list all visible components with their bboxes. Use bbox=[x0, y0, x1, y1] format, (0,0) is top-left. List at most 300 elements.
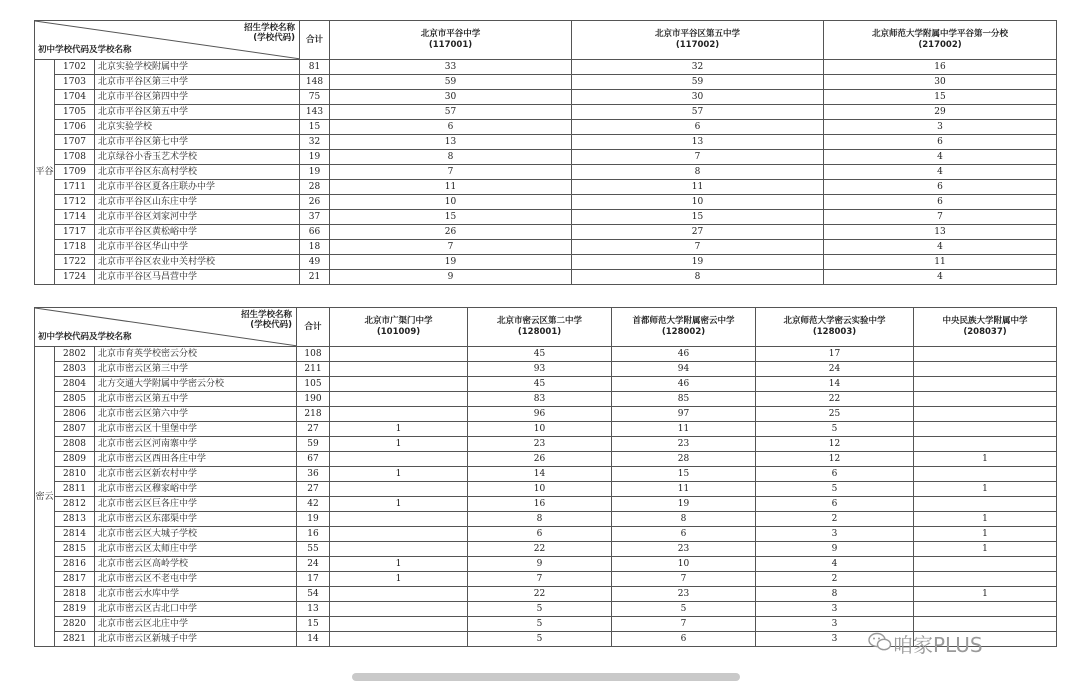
school-code: 2821 bbox=[55, 632, 95, 647]
corner-bottom-label: 初中学校代码及学校名称 bbox=[38, 332, 132, 342]
quota-value: 8 bbox=[572, 270, 824, 285]
quota-value: 22 bbox=[756, 392, 914, 407]
quota-value: 7 bbox=[612, 572, 756, 587]
school-header: 北京市平谷中学 (117001) bbox=[330, 21, 572, 60]
quota-value: 26 bbox=[330, 225, 572, 240]
school-code: 2812 bbox=[55, 497, 95, 512]
quota-value: 2 bbox=[756, 572, 914, 587]
school-code: 2817 bbox=[55, 572, 95, 587]
admission-table-miyun bbox=[34, 307, 1057, 647]
quota-value: 29 bbox=[824, 105, 1057, 120]
quota-value bbox=[914, 437, 1057, 452]
quota-value bbox=[914, 407, 1057, 422]
quota-value: 5 bbox=[756, 482, 914, 497]
school-code: 2810 bbox=[55, 467, 95, 482]
quota-value: 9 bbox=[330, 270, 572, 285]
quota-value: 5 bbox=[468, 602, 612, 617]
quota-value: 8 bbox=[468, 512, 612, 527]
quota-value: 15 bbox=[330, 210, 572, 225]
school-name: 北京市密云区大城子学校 bbox=[95, 527, 297, 542]
school-header: 中央民族大学附属中学 (208037) bbox=[914, 308, 1057, 347]
total-value: 32 bbox=[300, 135, 330, 150]
quota-value: 6 bbox=[824, 135, 1057, 150]
school-name: 北京绿谷小香玉艺术学校 bbox=[95, 150, 300, 165]
total-value: 18 bbox=[300, 240, 330, 255]
table-row bbox=[35, 587, 1057, 602]
quota-value: 10 bbox=[612, 557, 756, 572]
quota-value: 57 bbox=[572, 105, 824, 120]
quota-value: 6 bbox=[756, 467, 914, 482]
quota-value: 45 bbox=[468, 377, 612, 392]
quota-value bbox=[914, 422, 1057, 437]
school-name: 北京市密云区新城子中学 bbox=[95, 632, 297, 647]
total-value: 19 bbox=[297, 512, 330, 527]
total-value: 81 bbox=[300, 60, 330, 75]
school-name: 北方交通大学附属中学密云分校 bbox=[95, 377, 297, 392]
quota-value: 23 bbox=[468, 437, 612, 452]
quota-value: 4 bbox=[824, 165, 1057, 180]
school-code: 2803 bbox=[55, 362, 95, 377]
quota-value bbox=[330, 407, 468, 422]
quota-value: 14 bbox=[468, 467, 612, 482]
table-row bbox=[35, 270, 1057, 285]
quota-value: 33 bbox=[330, 60, 572, 75]
quota-value: 13 bbox=[824, 225, 1057, 240]
quota-value bbox=[914, 557, 1057, 572]
school-code: 1712 bbox=[55, 195, 95, 210]
table-row bbox=[35, 195, 1057, 210]
region-label: 平谷 bbox=[35, 60, 55, 285]
school-name: 北京实验学校附属中学 bbox=[95, 60, 300, 75]
quota-value: 93 bbox=[468, 362, 612, 377]
quota-value bbox=[330, 527, 468, 542]
school-code: 1703 bbox=[55, 75, 95, 90]
corner-top-label: 招生学校名称 bbox=[244, 23, 296, 33]
table-body bbox=[35, 347, 1057, 647]
quota-value: 32 bbox=[572, 60, 824, 75]
total-value: 218 bbox=[297, 407, 330, 422]
corner-bottom-label: 初中学校代码及学校名称 bbox=[38, 45, 132, 55]
quota-value: 85 bbox=[612, 392, 756, 407]
quota-value: 1 bbox=[330, 437, 468, 452]
total-value: 27 bbox=[297, 482, 330, 497]
quota-value: 22 bbox=[468, 542, 612, 557]
total-value: 190 bbox=[297, 392, 330, 407]
quota-value: 1 bbox=[914, 452, 1057, 467]
total-value: 16 bbox=[297, 527, 330, 542]
quota-value bbox=[330, 347, 468, 362]
corner-top-code-label: (学校代码) bbox=[250, 320, 293, 330]
school-code: 2813 bbox=[55, 512, 95, 527]
school-code: 2819 bbox=[55, 602, 95, 617]
quota-value: 3 bbox=[824, 120, 1057, 135]
quota-value: 11 bbox=[612, 482, 756, 497]
horizontal-scrollbar[interactable] bbox=[352, 673, 740, 681]
quota-value: 1 bbox=[914, 527, 1057, 542]
school-name: 北京市平谷区刘家河中学 bbox=[95, 210, 300, 225]
table-row bbox=[35, 527, 1057, 542]
school-name: 北京市密云区不老屯中学 bbox=[95, 572, 297, 587]
school-header: 北京市广渠门中学 (101009) bbox=[330, 308, 468, 347]
corner-header bbox=[35, 21, 300, 60]
school-name: 北京市密云区第六中学 bbox=[95, 407, 297, 422]
table-row bbox=[35, 482, 1057, 497]
school-header: 北京师范大学密云实验中学 (128003) bbox=[756, 308, 914, 347]
total-value: 49 bbox=[300, 255, 330, 270]
school-name: 北京市平谷区山东庄中学 bbox=[95, 195, 300, 210]
table-row bbox=[35, 210, 1057, 225]
table-row bbox=[35, 165, 1057, 180]
table-row bbox=[35, 467, 1057, 482]
quota-value: 15 bbox=[612, 467, 756, 482]
school-name: 北京市密云区古北口中学 bbox=[95, 602, 297, 617]
school-code: 2809 bbox=[55, 452, 95, 467]
table-row bbox=[35, 542, 1057, 557]
quota-value: 1 bbox=[914, 587, 1057, 602]
quota-value: 25 bbox=[756, 407, 914, 422]
quota-value: 10 bbox=[572, 195, 824, 210]
quota-value: 1 bbox=[330, 557, 468, 572]
quota-value: 59 bbox=[330, 75, 572, 90]
quota-value: 94 bbox=[612, 362, 756, 377]
total-header: 合计 bbox=[300, 21, 330, 60]
quota-value bbox=[330, 377, 468, 392]
total-value: 14 bbox=[297, 632, 330, 647]
total-value: 59 bbox=[297, 437, 330, 452]
school-code: 2805 bbox=[55, 392, 95, 407]
quota-value: 23 bbox=[612, 542, 756, 557]
total-value: 67 bbox=[297, 452, 330, 467]
total-value: 54 bbox=[297, 587, 330, 602]
table-row bbox=[35, 120, 1057, 135]
quota-value: 5 bbox=[756, 422, 914, 437]
school-code: 1704 bbox=[55, 90, 95, 105]
table-row bbox=[35, 240, 1057, 255]
quota-value bbox=[914, 377, 1057, 392]
quota-value: 2 bbox=[756, 512, 914, 527]
school-name: 北京市密云水库中学 bbox=[95, 587, 297, 602]
school-code: 1708 bbox=[55, 150, 95, 165]
quota-value bbox=[330, 362, 468, 377]
table-row bbox=[35, 362, 1057, 377]
school-code: 1705 bbox=[55, 105, 95, 120]
school-name: 北京市密云区西田各庄中学 bbox=[95, 452, 297, 467]
total-value: 75 bbox=[300, 90, 330, 105]
quota-value: 96 bbox=[468, 407, 612, 422]
school-code: 1702 bbox=[55, 60, 95, 75]
quota-value: 12 bbox=[756, 437, 914, 452]
quota-value: 46 bbox=[612, 347, 756, 362]
quota-value: 59 bbox=[572, 75, 824, 90]
quota-value: 6 bbox=[612, 527, 756, 542]
table-row bbox=[35, 422, 1057, 437]
school-name: 北京市密云区第三中学 bbox=[95, 362, 297, 377]
school-name: 北京市密云区东邵渠中学 bbox=[95, 512, 297, 527]
quota-value bbox=[330, 542, 468, 557]
school-code: 2815 bbox=[55, 542, 95, 557]
quota-value bbox=[914, 467, 1057, 482]
quota-value bbox=[330, 587, 468, 602]
school-name: 北京市平谷区东高村学校 bbox=[95, 165, 300, 180]
total-value: 143 bbox=[300, 105, 330, 120]
school-name: 北京市平谷区农业中关村学校 bbox=[95, 255, 300, 270]
quota-value: 11 bbox=[612, 422, 756, 437]
school-code: 2808 bbox=[55, 437, 95, 452]
total-value: 27 bbox=[297, 422, 330, 437]
table-row bbox=[35, 437, 1057, 452]
quota-value: 8 bbox=[572, 165, 824, 180]
table-row bbox=[35, 497, 1057, 512]
region-label: 密云 bbox=[35, 347, 55, 647]
total-header: 合计 bbox=[297, 308, 330, 347]
school-code: 1724 bbox=[55, 270, 95, 285]
quota-value: 30 bbox=[330, 90, 572, 105]
total-value: 55 bbox=[297, 542, 330, 557]
total-value: 36 bbox=[297, 467, 330, 482]
total-value: 148 bbox=[300, 75, 330, 90]
school-code: 2807 bbox=[55, 422, 95, 437]
total-value: 24 bbox=[297, 557, 330, 572]
table-row bbox=[35, 452, 1057, 467]
school-code: 1717 bbox=[55, 225, 95, 240]
quota-value: 7 bbox=[330, 165, 572, 180]
corner-header bbox=[35, 308, 297, 347]
quota-value: 7 bbox=[824, 210, 1057, 225]
table-row bbox=[35, 150, 1057, 165]
school-name: 北京市平谷区第四中学 bbox=[95, 90, 300, 105]
quota-value: 8 bbox=[330, 150, 572, 165]
table-row bbox=[35, 105, 1057, 120]
quota-value: 27 bbox=[572, 225, 824, 240]
total-value: 15 bbox=[297, 617, 330, 632]
school-code: 2816 bbox=[55, 557, 95, 572]
total-value: 28 bbox=[300, 180, 330, 195]
total-value: 21 bbox=[300, 270, 330, 285]
quota-value: 11 bbox=[572, 180, 824, 195]
quota-value: 1 bbox=[330, 572, 468, 587]
school-name: 北京市密云区河南寨中学 bbox=[95, 437, 297, 452]
quota-value: 46 bbox=[612, 377, 756, 392]
quota-value: 11 bbox=[824, 255, 1057, 270]
quota-value: 5 bbox=[468, 632, 612, 647]
school-code: 1714 bbox=[55, 210, 95, 225]
school-name: 北京市密云区北庄中学 bbox=[95, 617, 297, 632]
school-header: 北京市平谷区第五中学 (117002) bbox=[572, 21, 824, 60]
quota-value: 6 bbox=[612, 632, 756, 647]
table-row bbox=[35, 347, 1057, 362]
quota-value: 23 bbox=[612, 437, 756, 452]
school-code: 1722 bbox=[55, 255, 95, 270]
table-row bbox=[35, 135, 1057, 150]
table-row bbox=[35, 225, 1057, 240]
quota-value: 11 bbox=[330, 180, 572, 195]
quota-value: 12 bbox=[756, 452, 914, 467]
total-value: 15 bbox=[300, 120, 330, 135]
quota-value: 16 bbox=[468, 497, 612, 512]
total-value: 13 bbox=[297, 602, 330, 617]
wechat-icon bbox=[868, 632, 892, 652]
quota-value: 28 bbox=[612, 452, 756, 467]
school-name: 北京市密云区十里堡中学 bbox=[95, 422, 297, 437]
quota-value: 10 bbox=[468, 482, 612, 497]
quota-value: 45 bbox=[468, 347, 612, 362]
table-header-row bbox=[35, 21, 1057, 60]
quota-value: 1 bbox=[330, 497, 468, 512]
quota-value bbox=[330, 452, 468, 467]
table-row bbox=[35, 392, 1057, 407]
table-row bbox=[35, 557, 1057, 572]
quota-value: 10 bbox=[468, 422, 612, 437]
total-value: 105 bbox=[297, 377, 330, 392]
quota-value: 7 bbox=[468, 572, 612, 587]
total-value: 19 bbox=[300, 150, 330, 165]
quota-value: 19 bbox=[612, 497, 756, 512]
quota-value: 9 bbox=[756, 542, 914, 557]
quota-value: 7 bbox=[572, 150, 824, 165]
school-code: 2802 bbox=[55, 347, 95, 362]
school-name: 北京市密云区穆家峪中学 bbox=[95, 482, 297, 497]
quota-value: 6 bbox=[824, 195, 1057, 210]
quota-value: 10 bbox=[330, 195, 572, 210]
table-row bbox=[35, 255, 1057, 270]
admission-table-pinggu bbox=[34, 20, 1057, 285]
quota-value: 3 bbox=[756, 632, 914, 647]
school-code: 1709 bbox=[55, 165, 95, 180]
table-row bbox=[35, 407, 1057, 422]
table-row bbox=[35, 75, 1057, 90]
quota-value: 24 bbox=[756, 362, 914, 377]
quota-value: 19 bbox=[572, 255, 824, 270]
table-row bbox=[35, 90, 1057, 105]
school-name: 北京实验学校 bbox=[95, 120, 300, 135]
quota-value: 17 bbox=[756, 347, 914, 362]
quota-value: 1 bbox=[914, 512, 1057, 527]
quota-value: 4 bbox=[756, 557, 914, 572]
corner-top-label: 招生学校名称 bbox=[241, 310, 293, 320]
total-value: 42 bbox=[297, 497, 330, 512]
quota-value bbox=[330, 602, 468, 617]
school-code: 2806 bbox=[55, 407, 95, 422]
table-body bbox=[35, 60, 1057, 285]
school-name: 北京市密云区第五中学 bbox=[95, 392, 297, 407]
quota-value bbox=[330, 632, 468, 647]
quota-value: 1 bbox=[914, 542, 1057, 557]
quota-value: 6 bbox=[824, 180, 1057, 195]
quota-value: 23 bbox=[612, 587, 756, 602]
table-row bbox=[35, 180, 1057, 195]
quota-value: 14 bbox=[756, 377, 914, 392]
quota-value: 30 bbox=[572, 90, 824, 105]
quota-value: 1 bbox=[330, 467, 468, 482]
total-value: 66 bbox=[300, 225, 330, 240]
school-header: 北京市密云区第二中学 (128001) bbox=[468, 308, 612, 347]
quota-value: 5 bbox=[612, 602, 756, 617]
table-row bbox=[35, 512, 1057, 527]
table-header-row bbox=[35, 308, 1057, 347]
total-value: 17 bbox=[297, 572, 330, 587]
quota-value bbox=[330, 512, 468, 527]
school-name: 北京市平谷区黄松峪中学 bbox=[95, 225, 300, 240]
school-code: 1718 bbox=[55, 240, 95, 255]
school-name: 北京市平谷区华山中学 bbox=[95, 240, 300, 255]
quota-value: 83 bbox=[468, 392, 612, 407]
quota-value: 3 bbox=[756, 602, 914, 617]
quota-value: 26 bbox=[468, 452, 612, 467]
quota-value: 30 bbox=[824, 75, 1057, 90]
table-row bbox=[35, 60, 1057, 75]
quota-value bbox=[914, 347, 1057, 362]
watermark-text: 咱家PLUS bbox=[893, 633, 983, 657]
school-name: 北京市育英学校密云分校 bbox=[95, 347, 297, 362]
quota-value: 4 bbox=[824, 270, 1057, 285]
quota-value: 7 bbox=[330, 240, 572, 255]
table-row bbox=[35, 572, 1057, 587]
quota-value: 1 bbox=[914, 482, 1057, 497]
quota-value: 9 bbox=[468, 557, 612, 572]
quota-value: 13 bbox=[330, 135, 572, 150]
quota-value: 6 bbox=[756, 497, 914, 512]
total-value: 26 bbox=[300, 195, 330, 210]
quota-value bbox=[330, 392, 468, 407]
school-code: 1707 bbox=[55, 135, 95, 150]
school-name: 北京市平谷区夏各庄联办中学 bbox=[95, 180, 300, 195]
quota-value: 19 bbox=[330, 255, 572, 270]
quota-value: 6 bbox=[330, 120, 572, 135]
quota-value: 6 bbox=[468, 527, 612, 542]
quota-value bbox=[914, 497, 1057, 512]
school-code: 2811 bbox=[55, 482, 95, 497]
school-name: 北京市密云区巨各庄中学 bbox=[95, 497, 297, 512]
total-value: 108 bbox=[297, 347, 330, 362]
school-code: 2814 bbox=[55, 527, 95, 542]
school-code: 1711 bbox=[55, 180, 95, 195]
school-name: 北京市密云区太师庄中学 bbox=[95, 542, 297, 557]
school-name: 北京市平谷区第七中学 bbox=[95, 135, 300, 150]
corner-top-code-label: (学校代码) bbox=[253, 33, 296, 43]
table-row bbox=[35, 377, 1057, 392]
school-name: 北京市平谷区第三中学 bbox=[95, 75, 300, 90]
quota-value: 3 bbox=[756, 617, 914, 632]
quota-value bbox=[330, 617, 468, 632]
quota-value: 8 bbox=[612, 512, 756, 527]
school-name: 北京市密云区高岭学校 bbox=[95, 557, 297, 572]
total-value: 211 bbox=[297, 362, 330, 377]
total-value: 37 bbox=[300, 210, 330, 225]
quota-value bbox=[914, 602, 1057, 617]
quota-value: 1 bbox=[330, 422, 468, 437]
quota-value: 6 bbox=[572, 120, 824, 135]
school-code: 1706 bbox=[55, 120, 95, 135]
quota-value: 4 bbox=[824, 150, 1057, 165]
quota-value: 22 bbox=[468, 587, 612, 602]
quota-value: 3 bbox=[756, 527, 914, 542]
quota-value: 15 bbox=[824, 90, 1057, 105]
total-value: 19 bbox=[300, 165, 330, 180]
school-name: 北京市平谷区第五中学 bbox=[95, 105, 300, 120]
school-name: 北京市平谷区马昌营中学 bbox=[95, 270, 300, 285]
school-code: 2818 bbox=[55, 587, 95, 602]
school-header: 北京师范大学附属中学平谷第一分校 (217002) bbox=[824, 21, 1057, 60]
table-row bbox=[35, 602, 1057, 617]
school-header: 首都师范大学附属密云中学 (128002) bbox=[612, 308, 756, 347]
school-code: 2804 bbox=[55, 377, 95, 392]
school-code: 2820 bbox=[55, 617, 95, 632]
quota-value: 16 bbox=[824, 60, 1057, 75]
quota-value bbox=[914, 362, 1057, 377]
school-name: 北京市密云区新农村中学 bbox=[95, 467, 297, 482]
quota-value: 97 bbox=[612, 407, 756, 422]
quota-value bbox=[914, 392, 1057, 407]
